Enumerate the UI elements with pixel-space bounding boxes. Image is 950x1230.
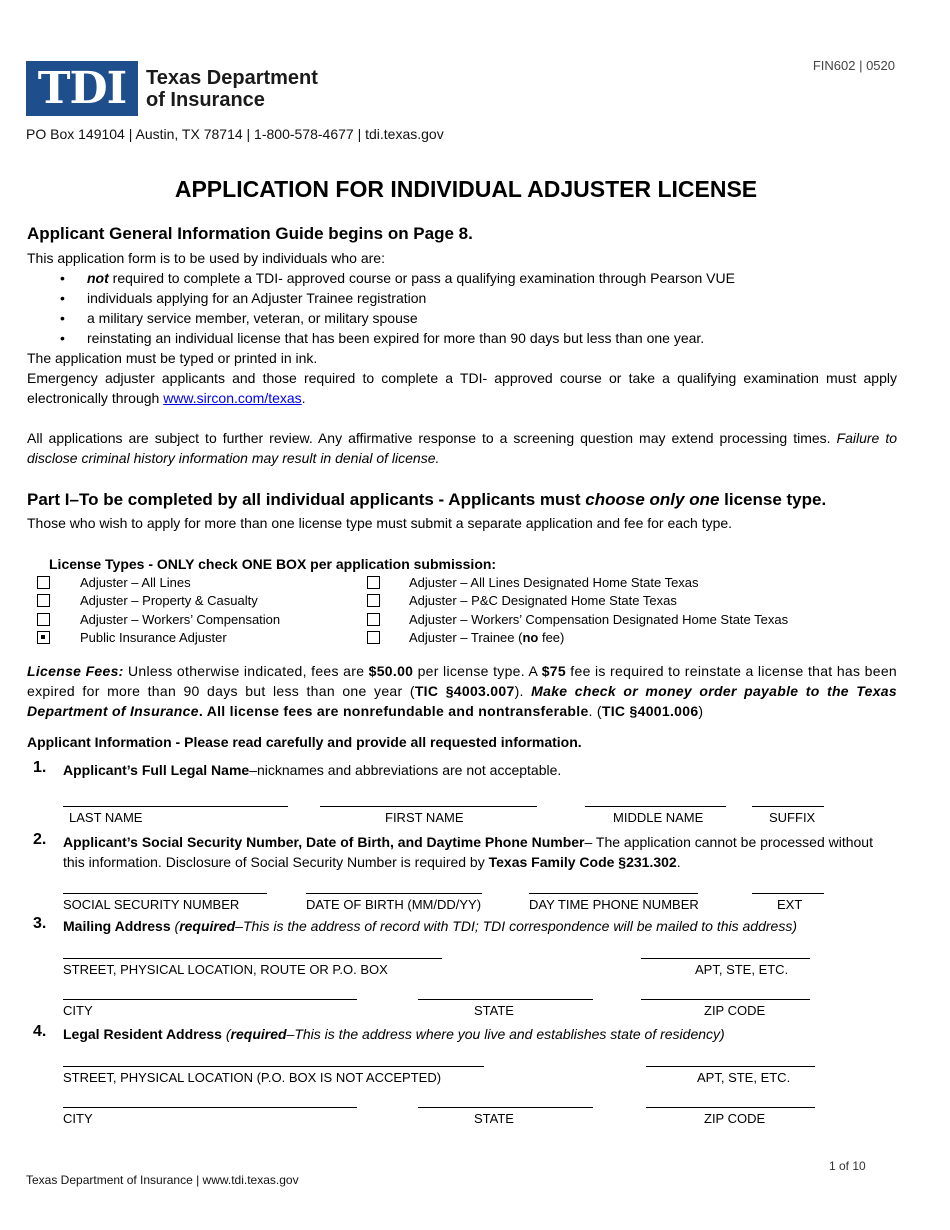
checkbox-public-insurance-adjuster[interactable] [37,631,50,644]
list-item: • reinstating an individual license that has been expired for more than 90 days but less than one year. [27,328,897,348]
page-number: 1 of 10 [829,1159,866,1173]
question-number: 2. [33,831,47,848]
field-caption: LAST NAME [69,810,143,825]
license-type-label: Adjuster – P&C Designated Home State Texas [409,593,677,608]
checkbox-adjuster-pc-dhs[interactable] [367,594,380,607]
contact-line: PO Box 149104 | Austin, TX 78714 | 1-800-578-4677 | tdi.texas.gov [26,126,444,142]
review-note: All applications are subject to further review. Any affirmative response to a screening question may extend processing times. Failure to disclose criminal history information may result in denial of license. [27,430,897,466]
emergency-note: Emergency adjuster applicants and those required to complete a TDI- approved course or take a qualifying examination must apply electronically through www.sircon.com/texas. [27,370,897,406]
field-caption: STREET, PHYSICAL LOCATION (P.O. BOX IS NOT ACCEPTED) [63,1070,442,1085]
field-caption: APT, STE, ETC. [697,1070,791,1085]
question-number: 4. [33,1023,47,1040]
question-2: Applicant’s Social Security Number, Date of Birth, and Daytime Phone Number– The application cannot be processed without this information. Disclosure of Social Security Number is required by Texas Family Code §231.302. [63,834,873,870]
checkbox-adjuster-property-casualty[interactable] [37,594,50,607]
tdi-logo: TDI [26,61,138,116]
license-type-label: Adjuster – All Lines [80,575,191,590]
phone-field[interactable] [529,893,698,894]
ssn-field[interactable] [63,893,267,894]
suffix-field[interactable] [752,806,824,807]
question-4: Legal Resident Address (required–This is the address where you live and establishes state of residency) [63,1026,725,1042]
applicant-info-heading: Applicant Information - Please read carefully and provide all requested information. [27,734,582,750]
intro-block [27,248,897,468]
field-caption: STATE [474,1111,514,1126]
last-name-field[interactable] [63,806,288,807]
license-type-label: Adjuster – Property & Casualty [80,593,258,608]
form-id: FIN602 | 0520 [812,58,895,73]
dob-field[interactable] [306,893,482,894]
question-number: 1. [33,759,47,776]
question-number: 3. [33,915,47,932]
mailing-state-field[interactable] [418,999,593,1000]
resident-zip-field[interactable] [646,1107,815,1108]
guide-heading: Applicant General Information Guide begins on Page 8. [27,224,473,243]
mailing-zip-field[interactable] [641,999,810,1000]
license-fees-text: License Fees: Unless otherwise indicated, fees are $50.00 per license type. A $75 fee is required to reinstate a license that has been expired for more than 90 days but less than one year (TIC §4003.007). Make check or money order payable to the Texas Department of Insurance. All license fees are nonrefundable and nontransferable. (TIC §4001.006) [27,663,897,719]
license-type-label: Adjuster – Trainee (no fee) [409,630,565,645]
field-caption: STREET, PHYSICAL LOCATION, ROUTE OR P.O. BOX [63,962,388,977]
field-caption: CITY [63,1111,93,1126]
field-caption: DAY TIME PHONE NUMBER [529,897,699,912]
field-caption: MIDDLE NAME [613,810,704,825]
field-caption: CITY [63,1003,93,1018]
agency-name-line2: of Insurance [146,89,265,111]
license-type-label: Adjuster – Workers’ Compensation [80,612,281,627]
resident-street-field[interactable] [63,1066,484,1067]
license-types-heading: License Types - ONLY check ONE BOX per application submission: [49,556,497,572]
first-name-field[interactable] [320,806,537,807]
checkbox-adjuster-workers-comp[interactable] [37,613,50,626]
mailing-city-field[interactable] [63,999,357,1000]
resident-state-field[interactable] [418,1107,593,1108]
page-title: APPLICATION FOR INDIVIDUAL ADJUSTER LICENSE [174,176,758,202]
checkbox-adjuster-all-lines[interactable] [37,576,50,589]
question-1: Applicant’s Full Legal Name–nicknames and abbreviations are not acceptable. [63,762,562,778]
checkbox-adjuster-wc-dhs[interactable] [367,613,380,626]
sircon-link[interactable]: www.sircon.com/texas [163,390,302,406]
used-by-text: This application form is to be used by individuals who are: [27,250,385,266]
checkbox-adjuster-trainee[interactable] [367,631,380,644]
field-caption: EXT [777,897,803,912]
middle-name-field[interactable] [585,806,726,807]
field-caption: DATE OF BIRTH (MM/DD/YY) [306,897,482,912]
list-item: • not required to complete a TDI- approved course or pass a qualifying examination through Pearson VUE [27,268,897,288]
typed-note: The application must be typed or printed in ink. [27,350,318,366]
part1-heading: Part I–To be completed by all individual applicants - Applicants must choose only one license type. [27,490,827,509]
agency-name [146,67,318,111]
field-caption: SUFFIX [769,810,816,825]
resident-apt-field[interactable] [646,1066,815,1067]
license-type-label: Adjuster – All Lines Designated Home State Texas [409,575,699,590]
footer-text: Texas Department of Insurance | www.tdi.texas.gov [26,1173,299,1187]
field-caption: SOCIAL SECURITY NUMBER [63,897,240,912]
mailing-street-field[interactable] [63,958,442,959]
field-caption: FIRST NAME [385,810,464,825]
field-caption: ZIP CODE [704,1003,766,1018]
list-item: • a military service member, veteran, or military spouse [27,308,897,328]
part1-subtext: Those who wish to apply for more than one license type must submit a separate application and fee for each type. [27,515,733,531]
ext-field[interactable] [752,893,824,894]
checkbox-adjuster-all-lines-dhs[interactable] [367,576,380,589]
field-caption: ZIP CODE [704,1111,766,1126]
license-type-label: Adjuster – Workers’ Compensation Designated Home State Texas [409,612,789,627]
field-caption: STATE [474,1003,514,1018]
agency-name-line1: Texas Department [146,67,318,89]
license-type-label: Public Insurance Adjuster [80,630,227,645]
eligibility-list [27,268,897,348]
resident-city-field[interactable] [63,1107,357,1108]
field-caption: APT, STE, ETC. [695,962,789,977]
list-item: • individuals applying for an Adjuster Trainee registration [27,288,897,308]
mailing-apt-field[interactable] [641,958,810,959]
question-3: Mailing Address (required–This is the address of record with TDI; TDI correspondence will be mailed to this address) [63,918,797,934]
